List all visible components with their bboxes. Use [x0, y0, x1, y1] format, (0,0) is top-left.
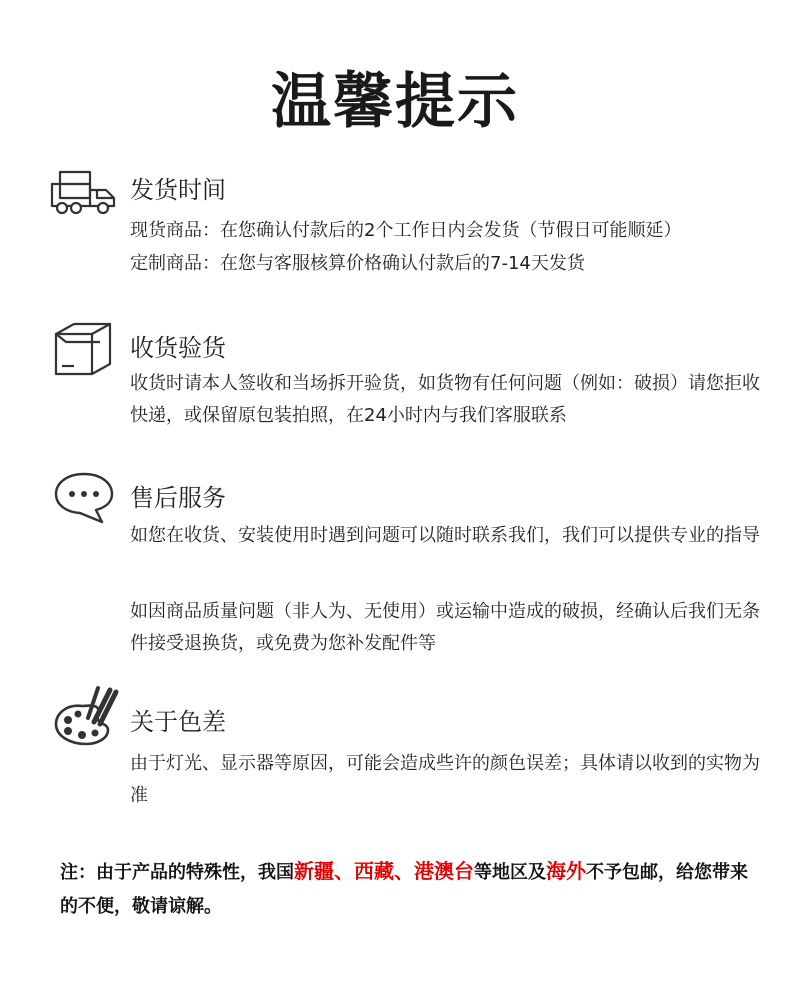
paragraph: 由于灯光、显示器等原因，可能会造成些许的颜色误差；具体请以收到的实物为准 — [130, 753, 760, 806]
palette-icon — [52, 684, 124, 750]
paragraph: 定制商品：在您与客服核算价格确认付款后的7-14天发货 — [130, 253, 585, 274]
box-icon — [52, 320, 116, 378]
section-heading: 售后服务 — [130, 484, 226, 512]
paragraph: 如因商品质量问题（非人为、无使用）或运输中造成的破损，经确认后我们无条件接受退换货，或免费为您补发配件等 — [130, 601, 760, 654]
section-heading: 收货验货 — [130, 334, 226, 362]
note-suffix: 不予包邮，给您带来的不便，敬请谅解。 — [60, 862, 748, 917]
note-prefix: 注：由于产品的特殊性，我国 — [60, 862, 294, 883]
truck-icon — [48, 168, 120, 218]
section-heading: 发货时间 — [130, 176, 226, 204]
note-middle: 等地区及 — [474, 862, 546, 883]
note-region-highlight: 新疆、西藏、港澳台 — [294, 859, 474, 883]
chat-bubble-icon — [52, 470, 116, 526]
shipping-note — [60, 854, 750, 924]
section-heading: 关于色差 — [130, 708, 226, 736]
note-overseas-highlight: 海外 — [546, 859, 586, 883]
paragraph: 收货时请本人签收和当场拆开验货，如货物有任何问题（例如：破损）请您拒收快递，或保留原包装拍照，在24小时内与我们客服联系 — [130, 373, 760, 426]
paragraph: 现货商品：在您确认付款后的2个工作日内会发货（节假日可能顺延） — [130, 220, 682, 241]
paragraph: 如您在收货、安装使用时遇到问题可以随时联系我们，我们可以提供专业的指导 — [130, 525, 760, 546]
page-title: 温馨提示 — [271, 67, 519, 137]
